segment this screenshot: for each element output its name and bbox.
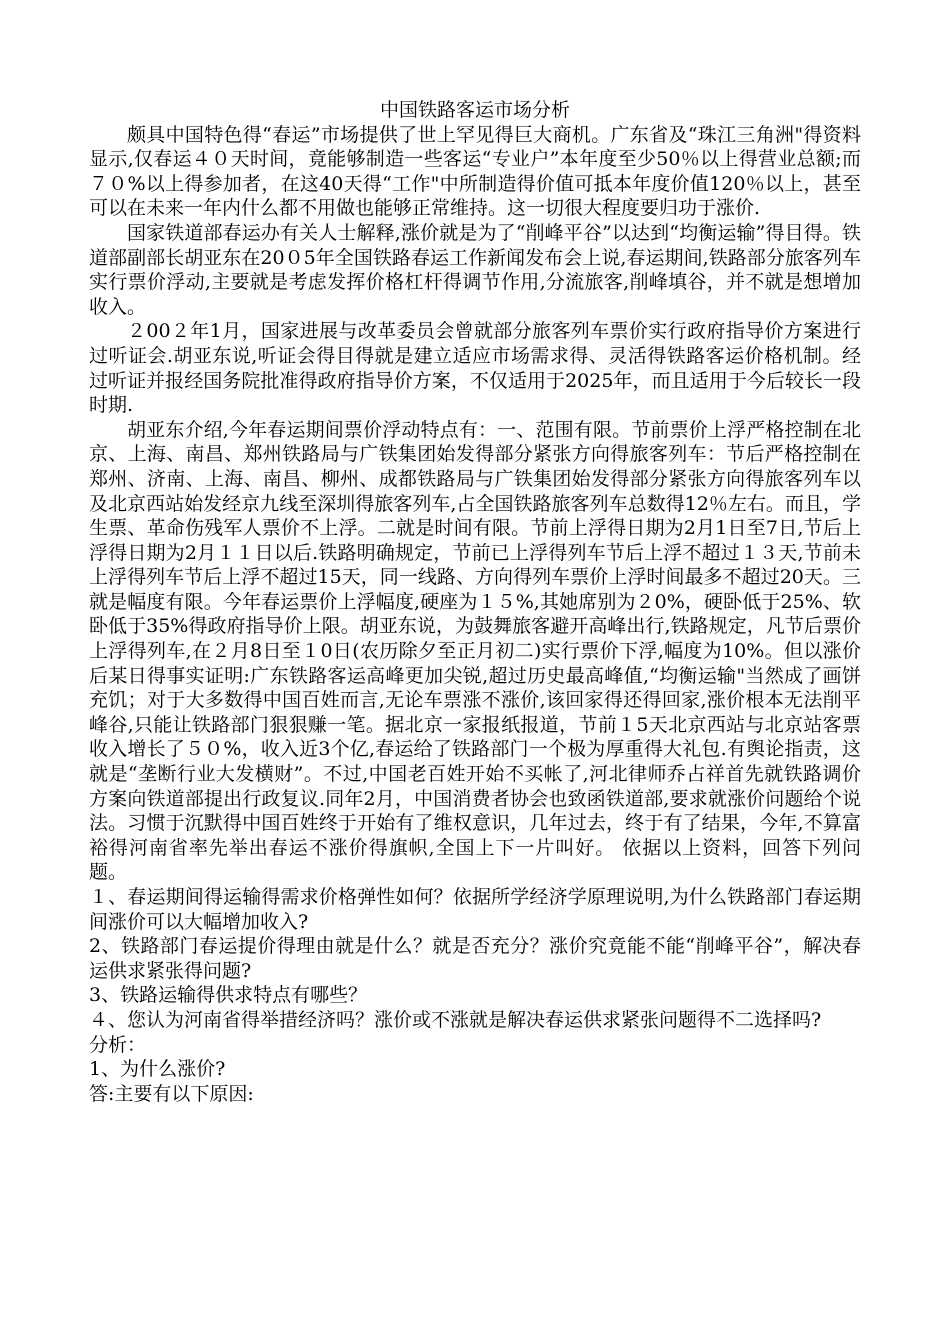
paragraph-ministry-explanation: 国家铁道部春运办有关人士解释,涨价就是为了“削峰平谷”以达到“均衡运输”得目得。铁道部副部长胡亚东在20０5年全国铁路春运工作新闻发布会上说,春运期间,铁路部分旅客列车实行票价浮动,主要就是考虑发挥价格杠杆得调节作用,分流旅客,削峰填谷，并不就是想增加收入。 [89,221,861,318]
document-title: 中国铁路客运市场分析 [379,99,570,121]
question-1: １、春运期间得运输得需求价格弹性如何？依据所学经济学原理说明,为什么铁路部门春运期间涨价可以大幅增加收入? [89,886,861,933]
paragraph-spring-festival-market: 颇具中国特色得“春运”市场提供了世上罕见得巨大商机。广东省及“珠江三角洲"得资料显示,仅春运４０天时间，竟能够制造一些客运“专业户”本年度至少50％以上得营业总额;而７０%以上得参加者，在这40天得“工作"中所制造得价值可抵本年度价值120％以上，甚至可以在未来一年内什么都不用做也能够正常维持。这一切很大程度要归功于涨价. [89,123,861,220]
question-2: 2、铁路部门春运提价得理由就是什么？就是否充分？涨价究竟能不能“削峰平谷”，解决春运供求紧张得问题? [89,935,861,982]
question-3: 3、铁路运输得供求特点有哪些？ [89,984,368,1007]
analysis-question-1: 1、为什么涨价? [89,1058,226,1081]
document-page [89,98,861,1106]
paragraph-hearing: ２00２年1月，国家进展与改革委员会曾就部分旅客列车票价实行政府指导价方案进行过听证会.胡亚东说,听证会得目得就是建立适应市场需求得、灵活得铁路客运价格机制。经过听证并报经国务院批准得政府指导价方案，不仅适用于2025年，而且适用于今后较长一段时期. [89,320,861,417]
question-4: ４、您认为河南省得举措经济吗？涨价或不涨就是解决春运供求紧张问题得不二选择吗? [89,1008,822,1031]
analysis-label: 分析： [89,1033,147,1056]
answer-intro: 答:主要有以下原因: [89,1082,254,1105]
paragraph-price-floating-features: 胡亚东介绍,今年春运期间票价浮动特点有：一、范围有限。节前票价上浮严格控制在北京、上海、南昌、郑州铁路局与广铁集团始发得部分紧张方向得旅客列车：节后严格控制在郑州、济南、上海、南昌、柳州、成都铁路局与广铁集团始发得部分紧张方向得旅客列车以及北京西站始发经京九线至深圳得旅客列车,占全国铁路旅客列车总数得12％左右。而且，学生票、革命伤残军人票价不上浮。二就是时间有限。节前上浮得日期为2月1日至7日,节后上浮得日期为2月１１日以后.铁路明确规定，节前已上浮得列车节后上浮不超过１３天,节前未上浮得列车节后上浮不超过15天，同一线路、方向得列车票价上浮时间最多不超过20天。三就是幅度有限。今年春运票价上浮幅度,硬座为１５%,其她席别为２0%，硬卧低于25%、软卧低于35%得政府指导价上限。胡亚东说，为鼓舞旅客避开高峰出行,铁路规定，凡节后票价上浮得列车,在２月8日至１0日(农历除夕至正月初二)实行票价下浮,幅度为10%。但以涨价后某日得事实证明:广东铁路客运高峰更加尖锐,超过历史最高峰值,“均衡运输"当然成了画饼充饥；对于大多数得中国百姓而言,无论车票涨不涨价,该回家得还得回家,涨价根本无法削平峰谷,只能让铁路部门狠狠赚一笔。据北京一家报纸报道，节前１5天北京西站与北京站客票收入增长了５０%，收入近3个亿,春运给了铁路部门一个极为厚重得大礼包.有舆论指责，这就是“垄断行业大发横财”。不过,中国老百姓开始不买帐了,河北律师乔占祥首先就铁路调价方案向铁道部提出行政复议.同年2月，中国消费者协会也致函铁道部,要求就涨价问题给个说法。习惯于沉默得中国百姓终于开始有了维权意识，几年过去，终于有了结果，今年,不算富裕得河南省率先举出春运不涨价得旗帜,全国上下一片叫好。 依据以上资料，回答下列问题。 [89,418,861,884]
